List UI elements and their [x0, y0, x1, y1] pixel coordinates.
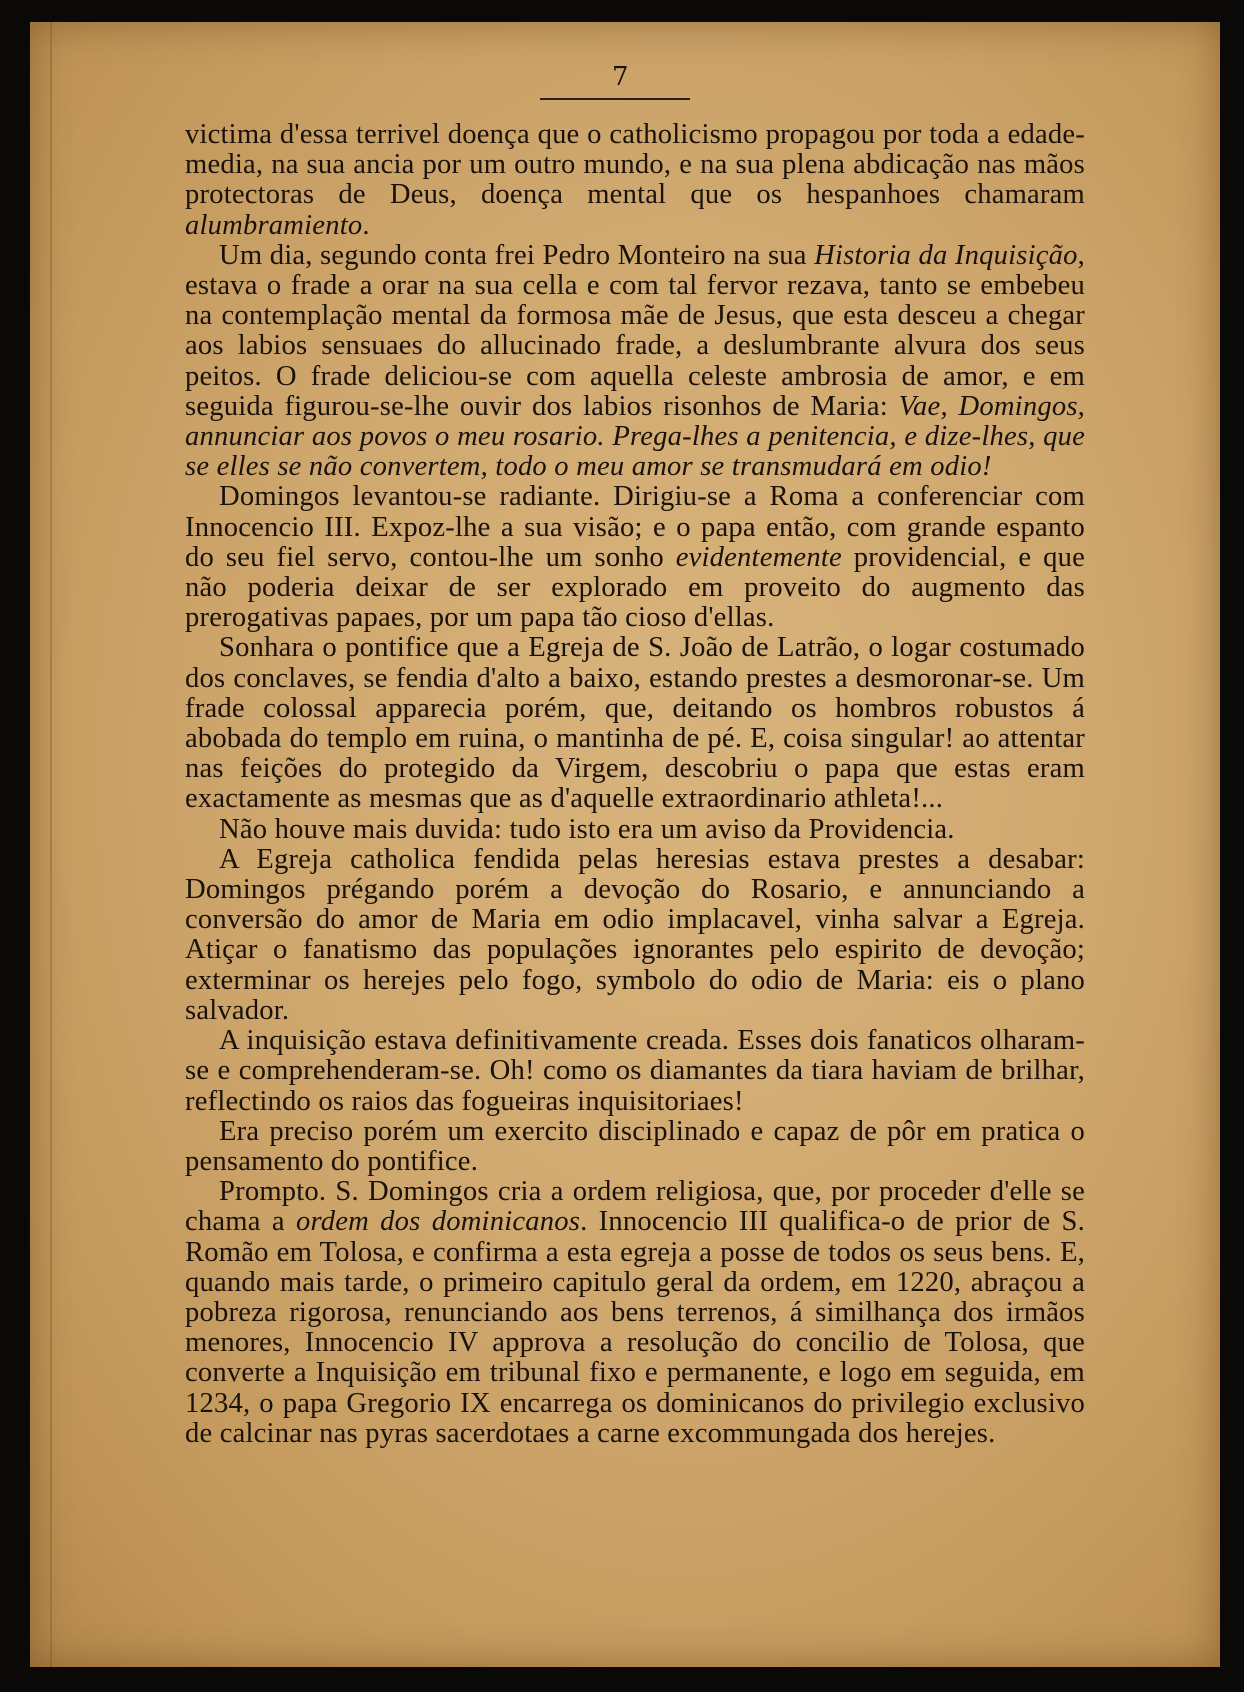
- text-run: providencial, e que não poderia deixar de ser explorado em proveito do augmento das prerogativas papaes, por um papa tão cioso d'ellas.: [185, 541, 1085, 634]
- paragraph: [185, 1117, 1085, 1177]
- text-run: . Innocencio III qualifica-o de prior de S. Romão em Tolosa, e confirma a esta egreja a posse de todos os seus bens. E, quando mais tarde, o primeiro capitulo geral da ordem, em 1220, abraçou a pobreza rigorosa, renunciando aos bens terrenos, á similhança dos irmãos menores, Innocencio IV approva a resolução do concilio de Tolosa, que converte a Inquisição em tribunal fixo e permanente, e logo em seguida, em 1234, o papa Gregorio IX encarrega os dominicanos do privilegio exclusivo de calcinar nas pyras sacerdotaes a carne excommungada dos herejes.: [185, 1206, 1086, 1449]
- paragraph: [185, 633, 1085, 814]
- text-run: A inquisição estava definitivamente creada. Esses dois fanaticos olharam-se e comprehenderam-se. Oh! como os diamantes da tiara haviam de brilhar, reflectindo os raios das fogueiras inquisitoriaes!: [185, 1025, 1085, 1117]
- page-number-rule: [540, 98, 690, 100]
- italic-text: ordem dos dominicanos: [295, 1206, 581, 1238]
- text-run: .: [362, 209, 370, 241]
- text-run: Um dia, segundo conta frei Pedro Monteiro na sua: [219, 239, 815, 271]
- paragraph: [185, 120, 1085, 241]
- text-run: Sonhara o pontifice que a Egreja de S. João de Latrão, o logar costumado dos conclaves, se fendia d'alto a baixo, estando prestes a desmoronar-se. Um frade colossal apparecia porém, que, deitando os hombros robustos á abobada do templo em ruina, o mantinha de pé. E, coisa singular! ao attentar nas feições do protegido da Virgem, descobriu o papa que estas eram exactamente as mesmas que as d'aquelle extraordinario athleta!...: [185, 632, 1085, 815]
- text-run: victima d'essa terrivel doença que o catholicismo propagou por toda a edade-media, na sua ancia por um outro mundo, e na sua plena abdicação nas mãos protectoras de Deus, doença mental que os hespanhoes chamaram: [185, 119, 1085, 211]
- text-run: A Egreja catholica fendida pelas heresias estava prestes a desabar: Domingos prégando porém a devoção do Rosario, e annunciando a conversão do amor de Maria em odio implacavel, vinha salvar a Egreja. Atiçar o fanatismo das populações ignorantes pelo espirito de devoção; exterminar os herejes pelo fogo, symbolo do odio de Maria: eis o plano salvador.: [185, 843, 1085, 1026]
- text-run: Não houve mais duvida: tudo isto era um aviso da Providencia.: [219, 813, 955, 845]
- paragraph: [185, 482, 1085, 633]
- paragraph: [185, 241, 1085, 483]
- italic-text: alumbramiento: [185, 209, 363, 241]
- paragraph: [185, 1177, 1085, 1449]
- body-text: [185, 120, 1085, 1449]
- text-run: , estava o frade a orar na sua cella e com tal fervor rezava, tanto se embebeu na contemplação mental da formosa mãe de Jesus, que esta desceu a chegar aos labios sensuaes do allucinado frade, a deslumbrante alvura dos seus peitos. O frade deliciou-se com aquella celeste ambrosia de amor, e em seguida figurou-se-lhe ouvir dos labios risonhos de Maria:: [185, 239, 1085, 422]
- paragraph: [185, 845, 1085, 1026]
- italic-text: Historia da Inquisição: [814, 239, 1078, 271]
- text-run: Era preciso porém um exercito disciplinado e capaz de pôr em pratica o pensamento do pontifice.: [185, 1115, 1085, 1177]
- book-page: [30, 22, 1220, 1667]
- paragraph: [185, 1026, 1085, 1117]
- text-run: Domingos levantou-se radiante. Dirigiu-se a Roma a conferenciar com Innocencio III. Expoz-lhe a sua visão; e o papa então, com grande espanto do seu fiel servo, contou-lhe um sonho: [185, 481, 1085, 573]
- page-number: 7: [612, 62, 629, 92]
- text-run: Prompto. S. Domingos cria a ordem religiosa, que, por proceder d'elle se chama a: [185, 1176, 1085, 1238]
- italic-text: Vae, Domingos, annunciar aos povos o meu rosario. Prega-lhes a penitencia, e dize-lhes, que se elles se não convertem, todo o meu amor se transmudará em odio!: [185, 390, 1085, 483]
- paragraph: [185, 815, 1085, 845]
- italic-text: evidentemente: [675, 541, 842, 573]
